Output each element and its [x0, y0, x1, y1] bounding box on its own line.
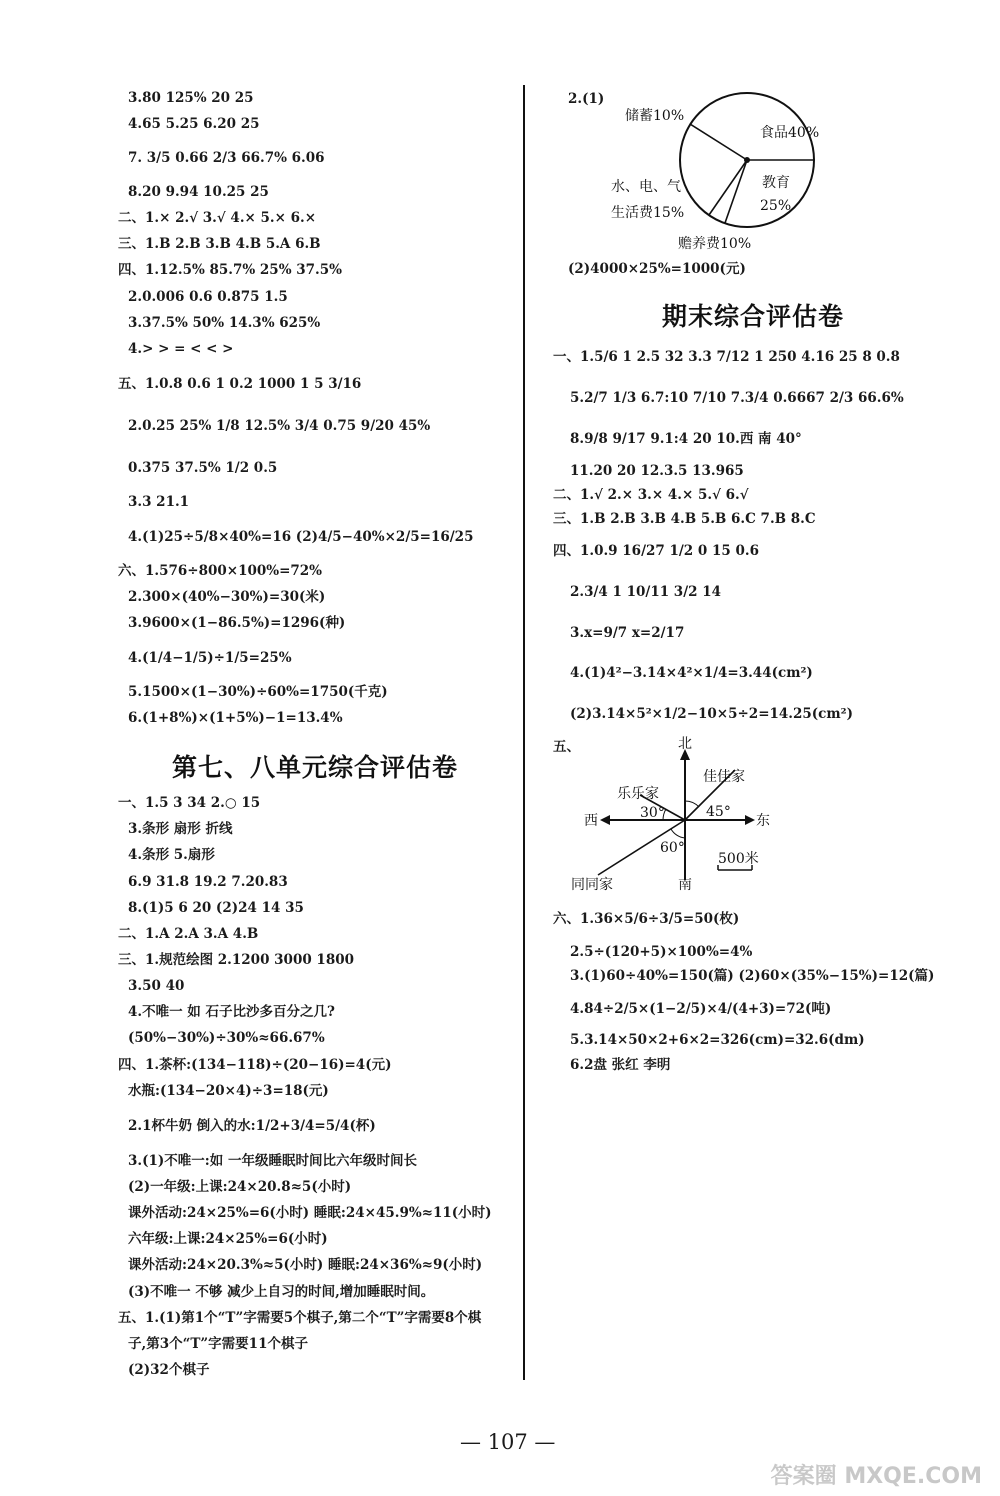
answer-line: 4.(1/4−1/5)÷1/5=25% [128, 650, 292, 666]
answer-line: 0.375 37.5% 1/2 0.5 [128, 460, 278, 476]
lele-home-label: 乐乐家 [617, 786, 659, 802]
answer-line: 三、1.B 2.B 3.B 4.B 5.B 6.C 7.B 8.C [553, 511, 816, 527]
angle-arc-45 [685, 801, 699, 807]
answer-line: 4.65 5.25 6.20 25 [128, 116, 260, 132]
answer-line: 四、1.茶杯:(134−118)÷(20−16)=4(元) [118, 1057, 392, 1073]
answer-line: 8.9/8 9/17 9.1:4 20 10.西 南 40° [570, 431, 802, 447]
answer-line: 2.0.006 0.6 0.875 1.5 [128, 289, 288, 305]
answer-line: 3.37.5% 50% 14.3% 625% [128, 315, 321, 331]
west-arrow [600, 815, 610, 825]
answer-line: (2)4000×25%=1000(元) [568, 261, 746, 277]
answer-line: 一、1.5 3 34 2.○ 15 [118, 795, 261, 811]
answer-line: 2.300×(40%−30%)=30(米) [128, 589, 326, 605]
pie-label-education-value: 25% [760, 198, 792, 214]
jiajia-home-label: 佳佳家 [703, 769, 745, 785]
answer-line: (2)3.14×5²×1/2−10×5÷2=14.25(cm²) [570, 706, 853, 722]
page-number: — 107 — [460, 1430, 556, 1454]
pie-divider [725, 160, 747, 223]
answer-line: 六年级:上课:24×25%=6(小时) [128, 1231, 328, 1247]
answer-line: 3.x=9/7 x=2/17 [570, 625, 685, 641]
answer-line: (50%−30%)÷30%≈66.67% [128, 1030, 325, 1046]
pie-label-support: 赡养费10% [678, 236, 752, 252]
answer-line: 5.2/7 1/3 6.7:10 7/10 7.3/4 0.6667 2/3 66.6% [570, 390, 904, 406]
pie-label-living: 生活费15% [611, 205, 685, 221]
angle-60-label: 60° [660, 840, 685, 856]
answer-line: 课外活动:24×25%=6(小时) 睡眠:24×45.9%≈11(小时) [128, 1205, 492, 1221]
answer-line: 三、1.规范绘图 2.1200 3000 1800 [118, 952, 355, 968]
answer-line: 3.条形 扇形 折线 [128, 821, 233, 837]
pie-center [744, 157, 750, 163]
answer-line: 二、1.× 2.√ 3.√ 4.× 5.× 6.× [118, 210, 317, 226]
answer-line: 二、1.A 2.A 3.A 4.B [118, 926, 259, 942]
answer-line: 四、1.12.5% 85.7% 25% 37.5% [118, 262, 342, 278]
tongtong-home-label: 同同家 [571, 877, 613, 893]
section-heading: 第七、八单元综合评估卷 [172, 753, 459, 782]
section-heading: 期末综合评估卷 [662, 302, 845, 331]
answer-line: 3.9600×(1−86.5%)=1296(种) [128, 615, 346, 631]
answer-line: 8.(1)5 6 20 (2)24 14 35 [128, 900, 304, 916]
answer-line: 11.20 20 12.3.5 13.965 [570, 463, 744, 479]
answer-line: 5.1500×(1−30%)÷60%=1750(千克) [128, 684, 388, 700]
answer-line: 三、1.B 2.B 3.B 4.B 5.A 6.B [118, 236, 321, 252]
pie-label-utilities: 水、电、气 [611, 179, 681, 195]
west-label: 西 [584, 813, 598, 829]
answer-line: 2.3/4 1 10/11 3/2 14 [570, 584, 722, 600]
east-label: 东 [756, 813, 770, 829]
answer-line: 3.(1)60÷40%=150(篇) (2)60×(35%−15%)=12(篇) [570, 968, 935, 984]
north-label: 北 [678, 736, 692, 752]
answer-line: 水瓶:(134−20×4)÷3=18(元) [128, 1083, 329, 1099]
pie-label-education: 教育 [762, 175, 790, 191]
answer-line: 五、1.(1)第1个“T”字需要5个棋子,第二个“T”字需要8个棋 [118, 1310, 482, 1326]
answer-line: 3.(1)不唯一:如 一年级睡眠时间比六年级时间长 [128, 1153, 417, 1169]
answer-line: 2.5÷(120+5)×100%=4% [570, 944, 753, 960]
answer-line: 3.80 125% 20 25 [128, 90, 254, 106]
east-arrow [745, 815, 755, 825]
answer-line: 7. 3/5 0.66 2/3 66.7% 6.06 [128, 150, 325, 166]
pie-divider [690, 124, 747, 160]
answer-line: 6.(1+8%)×(1+5%)−1=13.4% [128, 710, 343, 726]
scale-label: 500米 [718, 851, 759, 867]
answer-line: 2.0.25 25% 1/8 12.5% 3/4 0.75 9/20 45% [128, 418, 431, 434]
answer-line: 四、1.0.9 16/27 1/2 0 15 0.6 [553, 543, 759, 559]
answer-line: (3)不唯一 不够 减少上自习的时间,增加睡眠时间。 [128, 1284, 435, 1300]
answer-line: 二、1.√ 2.× 3.× 4.× 5.√ 6.√ [553, 487, 749, 503]
pie-chart [611, 93, 819, 252]
answer-line: 6.2盘 张红 李明 [570, 1057, 671, 1073]
answer-line: 4.(1)25÷5/8×40%=16 (2)4/5−40%×2/5=16/25 [128, 529, 474, 545]
angle-45-label: 45° [706, 804, 731, 820]
answer-line: 3.3 21.1 [128, 494, 190, 510]
angle-30-label: 30° [640, 805, 665, 821]
answer-line: 8.20 9.94 10.25 25 [128, 184, 269, 200]
answer-line: 4.(1)4²−3.14×4²×1/4=3.44(cm²) [570, 665, 813, 681]
answer-line: 3.50 40 [128, 978, 185, 994]
answer-line: (2)一年级:上课:24×20.8≈5(小时) [128, 1179, 352, 1195]
answer-line: 6.9 31.8 19.2 7.20.83 [128, 874, 288, 890]
answer-line: 4.84÷2/5×(1−2/5)×4/(4+3)=72(吨) [570, 1001, 832, 1017]
answer-line: 五、1.0.8 0.6 1 0.2 1000 1 5 3/16 [118, 376, 362, 392]
direction-map [571, 736, 770, 893]
answer-line: (2)32个棋子 [128, 1362, 210, 1378]
question-label: 五、 [553, 739, 580, 755]
pie-divider [709, 160, 747, 215]
question-label: 2.(1) [568, 91, 605, 107]
answer-line: 4.条形 5.扇形 [128, 847, 215, 863]
answer-line: 六、1.36×5/6÷3/5=50(枚) [553, 911, 740, 927]
pie-label-food: 食品40% [760, 125, 820, 141]
pie-label-savings: 储蓄10% [625, 108, 685, 124]
answer-line: 2.1杯牛奶 倒入的水:1/2+3/4=5/4(杯) [128, 1118, 376, 1134]
answer-line: 5.3.14×50×2+6×2=326(cm)=32.6(dm) [570, 1032, 865, 1048]
answer-line: 4.不唯一 如 石子比沙多百分之几? [128, 1004, 335, 1020]
south-label: 南 [678, 877, 692, 893]
answer-line: 课外活动:24×20.3%≈5(小时) 睡眠:24×36%≈9(小时) [128, 1257, 483, 1273]
answer-line: 子,第3个“T”字需要11个棋子 [128, 1336, 308, 1352]
watermark: 答案圈 MXQE.COM [770, 1464, 982, 1489]
answer-line: 4.> > = < < > [128, 341, 234, 357]
answer-line: 一、1.5/6 1 2.5 32 3.3 7/12 1 250 4.16 25 8 0.8 [553, 349, 900, 365]
answer-line: 六、1.576÷800×100%=72% [118, 563, 323, 579]
angle-arc-60 [671, 829, 685, 838]
